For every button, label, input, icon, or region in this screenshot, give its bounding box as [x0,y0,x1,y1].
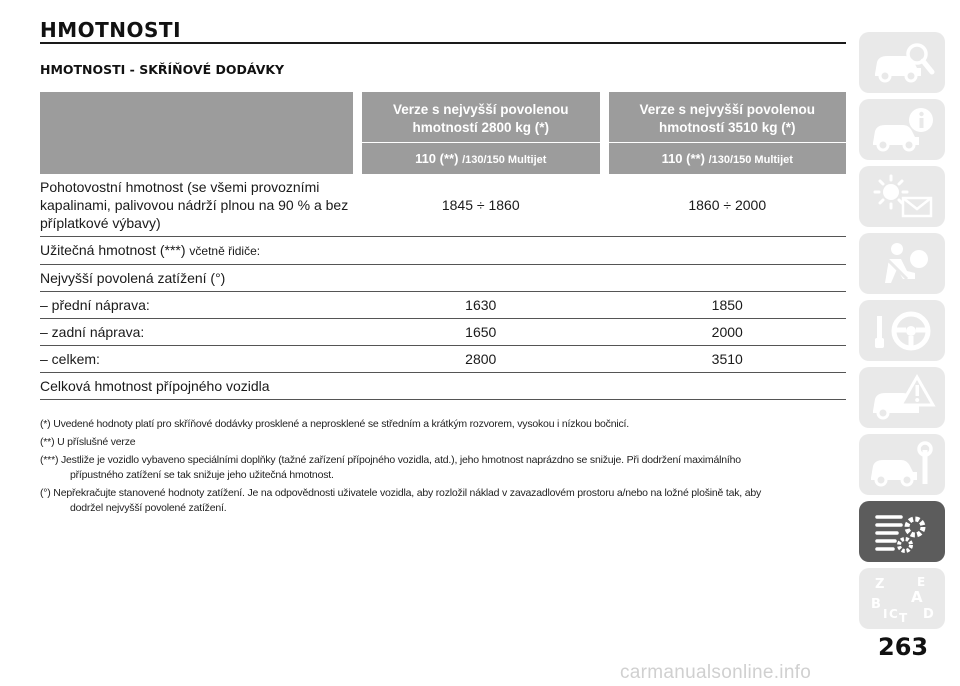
column-header-3510: Verze s nejvyšší povolenou hmotností 3510 kg (*) [609,92,847,142]
row-value [362,373,600,400]
footnote: (*) Uvedené hodnoty platí pro skříňové dodávky prosklené a neprosklené se středním a krátkým rozvorem, vysokou i nízkou bočnicí. [40,418,629,430]
chapter-tabs [859,32,945,635]
table-row [40,292,846,319]
title-rule [40,42,846,44]
row-label: – přední náprava: [40,292,353,319]
column-subheader-2800: 110 (**) /130/150 Multijet [362,142,600,174]
row-value [362,265,600,292]
chapter-tab-technical-data[interactable] [859,501,945,562]
index-letter: T [899,610,908,624]
table-row [40,346,846,373]
row-label: – zadní náprava: [40,319,353,346]
chapter-tab-driving[interactable] [859,300,945,361]
row-value: 3510 [609,346,847,373]
row-value [609,373,847,400]
chapter-tab-index[interactable] [859,568,945,629]
row-value: 2000 [609,319,847,346]
car-info-icon [867,105,937,155]
row-value: 1650 [362,319,600,346]
chapter-tab-maintenance[interactable] [859,434,945,495]
row-value: 1850 [609,292,847,319]
row-label: Pohotovostní hmotnost (se všemi provozními kapalinami, palivovou nádrží plnou na 90 % a bez příplatkové výbavy) [40,174,353,237]
weights-table [40,92,846,400]
watermark: carmanualsonline.info [620,662,812,683]
index-letter: Z [875,576,885,592]
steering-wheel-icon [867,306,937,356]
page-title: HMOTNOSTI [40,18,182,42]
car-magnifier-icon [867,38,937,88]
table-row [40,174,846,237]
chapter-tab-lights[interactable] [859,166,945,227]
alphabet-index-icon [867,574,937,624]
row-value [362,237,600,265]
chapter-tab-emergency[interactable] [859,367,945,428]
index-letter: C [889,606,898,621]
index-letter: B [871,596,881,612]
row-label: – celkem: [40,346,353,373]
row-value [609,237,847,265]
row-value: 1860 ÷ 2000 [609,174,847,237]
table-row [40,237,846,265]
section-title: HMOTNOSTI - SKŘÍŇOVÉ DODÁVKY [40,62,285,77]
chapter-tab-info[interactable] [859,99,945,160]
row-value: 1845 ÷ 1860 [362,174,600,237]
sun-envelope-icon [867,172,937,222]
page-number: 263 [878,633,929,661]
car-warning-icon [867,373,937,423]
chapter-tab-safety[interactable] [859,233,945,294]
index-letter: E [917,574,926,589]
index-letter: I [883,606,888,621]
column-header-2800: Verze s nejvyšší povolenou hmotností 2800 kg (*) [362,92,600,142]
document-gear-icon [867,507,937,557]
row-label: Užitečná hmotnost (***) včetně řidiče: [40,237,353,265]
footnote: (°) Nepřekračujte stanovené hodnoty zatížení. Je na odpovědnosti uživatele vozidla, aby rozložil náklad v zavazadlovém prostoru a/nebo na ložné plošině tak, aby dodržel nejvyšší povolené zatížení. [40,487,762,514]
row-value: 2800 [362,346,600,373]
table-header-blank [40,92,353,174]
car-wrench-icon [867,440,937,490]
row-value: 1630 [362,292,600,319]
footnote: (**) U příslušné verze [40,436,136,448]
row-label: Nejvyšší povolená zatížení (°) [40,265,353,292]
table-row [40,373,846,400]
row-label: Celková hmotnost přípojného vozidla [40,373,353,400]
index-letter: A [911,587,923,606]
table-row [40,265,846,292]
footnotes [40,417,846,519]
footnote: (***) Jestliže je vozidlo vybaveno speciálními doplňky (tažné zařízení přípojného vozidla, atd.), jeho hmotnost naprázdno se snižuje. Při dodržení maximálního přípustného zatížení se tak snižuje jeho užitečná hmotnost. [40,454,741,481]
index-letter: D [923,606,934,622]
row-value [609,265,847,292]
passenger-airbag-icon [867,239,937,289]
chapter-tab-dashboard[interactable] [859,32,945,93]
column-subheader-3510: 110 (**) /130/150 Multijet [609,142,847,174]
table-row [40,319,846,346]
